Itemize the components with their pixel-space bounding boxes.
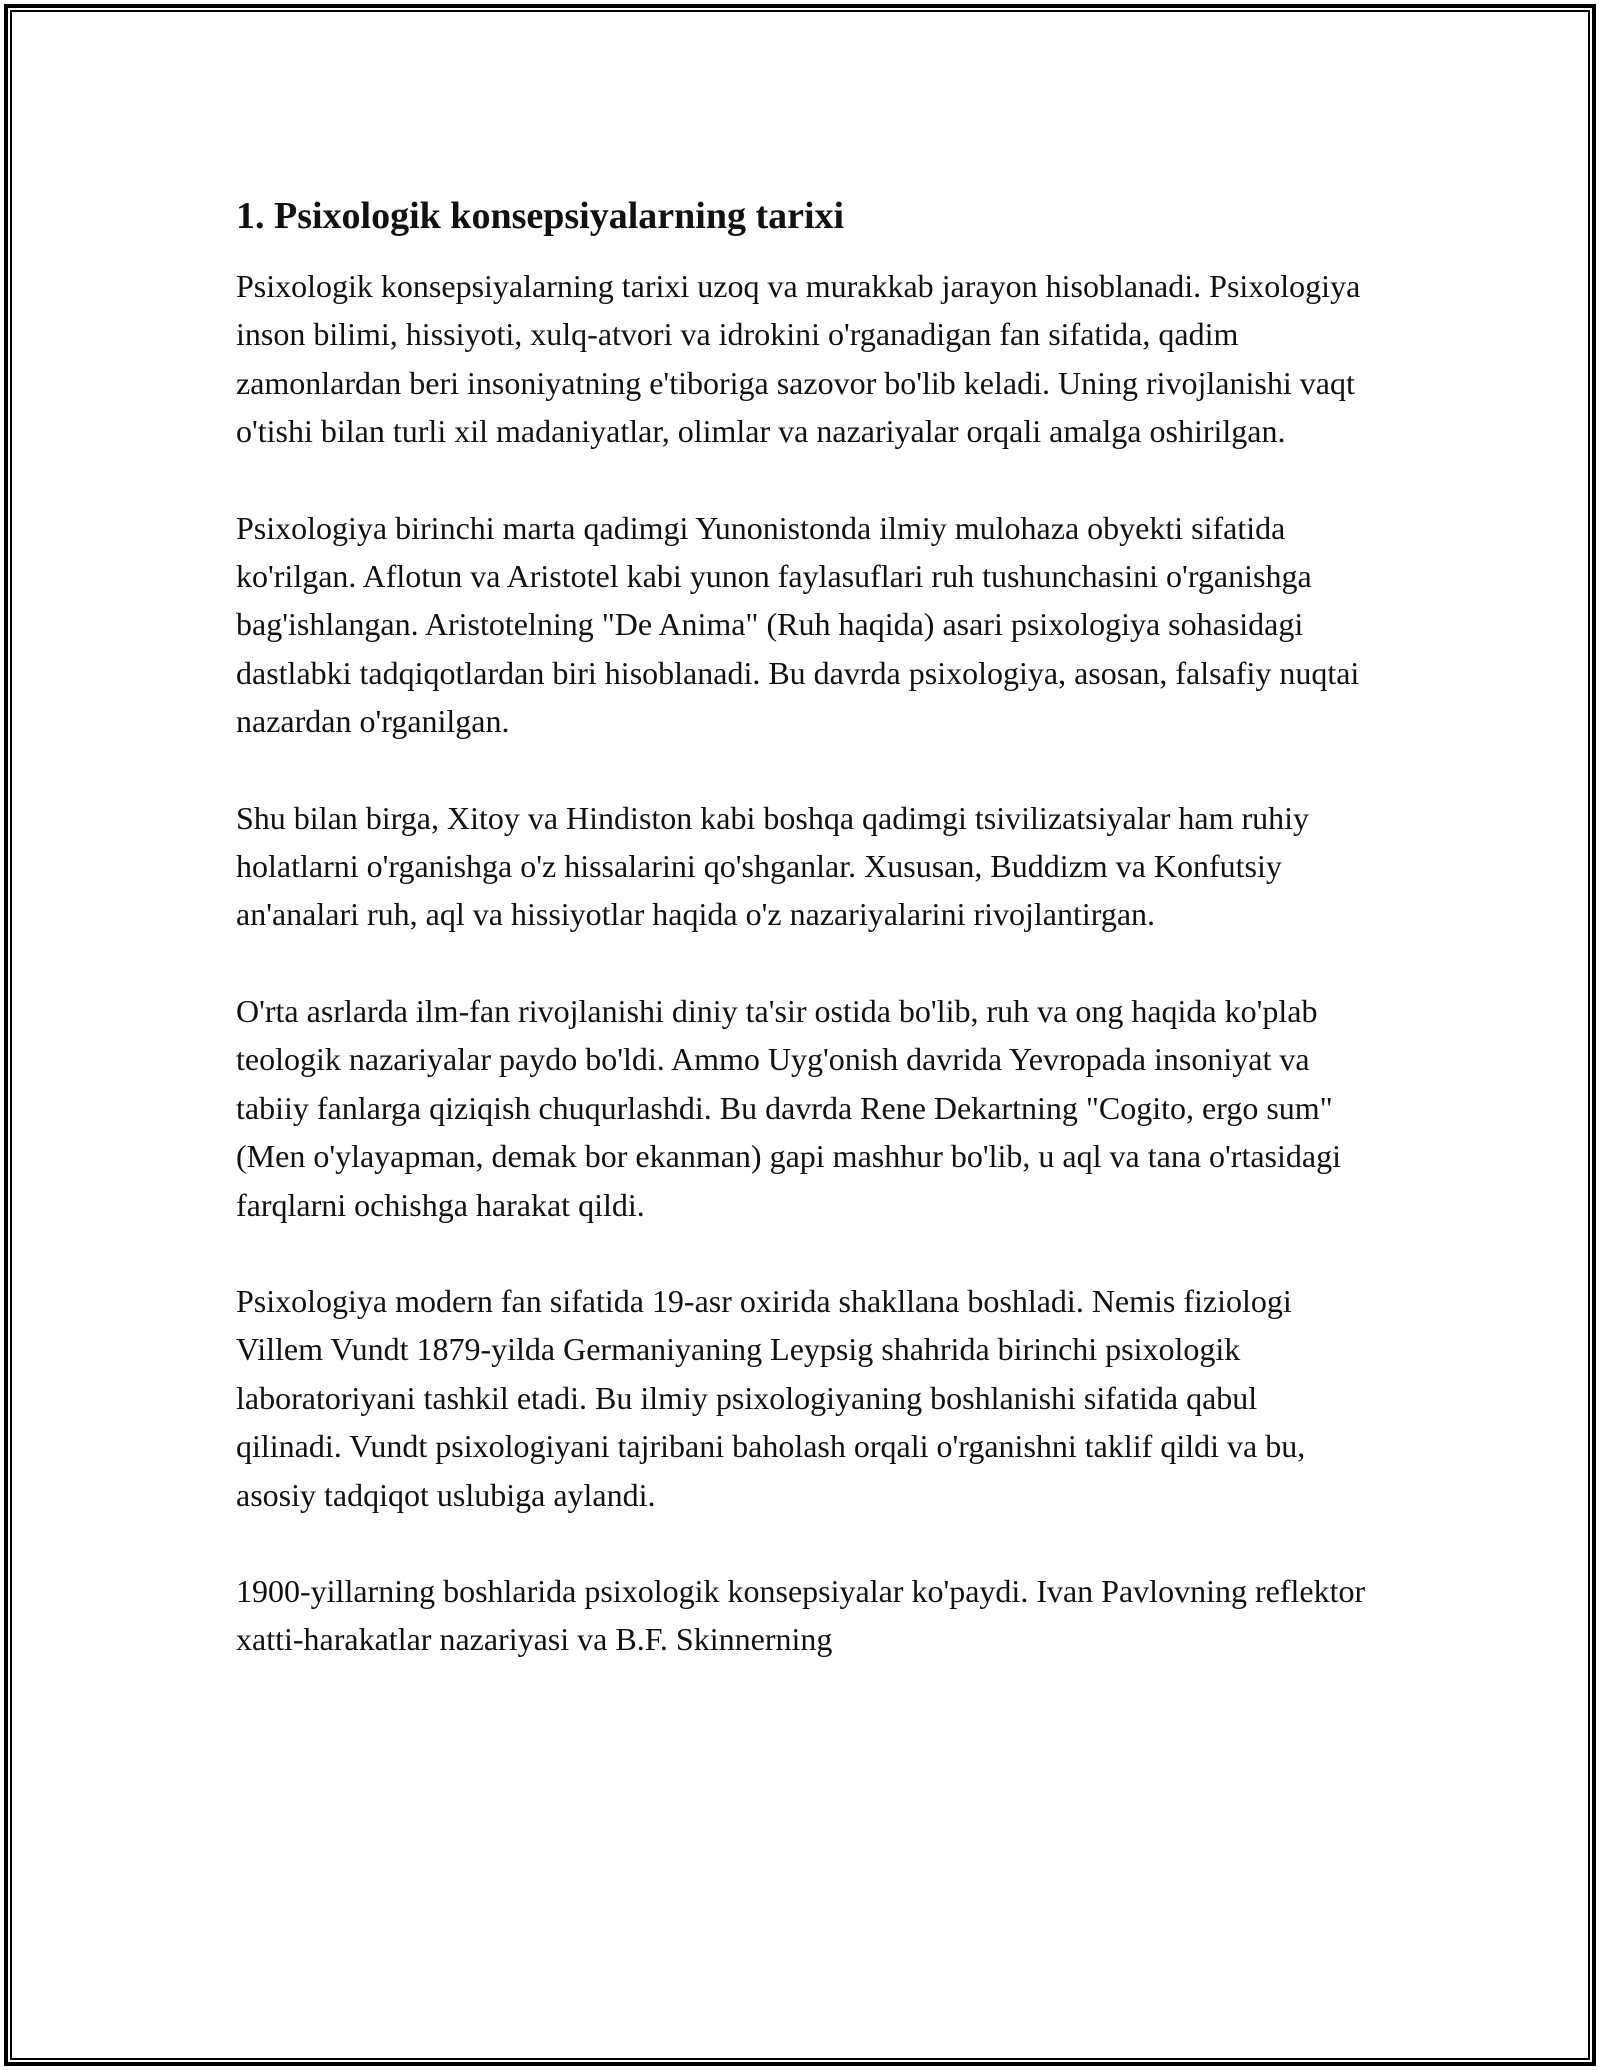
paragraph-5: Psixologiya modern fan sifatida 19-asr oxirida shakllana boshladi. Nemis fiziologi Villem Vundt 1879-yilda Germaniyaning Leypsig shahrida birinchi psixologik laboratoriyani tashkil etadi. Bu ilmiy psixologiyaning boshlanishi sifatida qabul qilinadi. Vundt psixologiyani tajribani baholash orqali o'rganishni taklif qildi va bu, asosiy tadqiqot uslubiga aylandi. [236, 1282, 1306, 1513]
paragraph-6: 1900-yillarning boshlarida psixologik konsepsiyalar ko'paydi. Ivan Pavlovning reflektor xatti-harakatlar nazariyasi va B.F. Skinnerning [236, 1572, 1366, 1658]
paragraph-2: Psixologiya birinchi marta qadimgi Yunonistonda ilmiy mulohaza obyekti sifatida ko'rilgan. Aflotun va Aristotel kabi yunon faylasuflari ruh tushunchasini o'rganishga bag'ishlangan. Aristotelning "De Anima" (Ruh haqida) asari psixologiya sohasidagi dastlabki tadqiqotlardan biri hisoblanadi. Bu davrda psixologiya, asosan, falsafiy nuqtai nazardan o'rganilgan. [236, 509, 1360, 740]
document-body [236, 188, 1366, 1712]
paragraph-3: Shu bilan birga, Xitoy va Hindiston kabi boshqa qadimgi tsivilizatsiyalar ham ruhiy holatlarni o'rganishga o'z hissalarini qo'shganlar. Xususan, Buddizm va Konfutsiy an'analari ruh, aql va hissiyotlar haqida o'z nazariyalarini rivojlantirgan. [236, 799, 1310, 933]
section-heading: 1. Psixologik konsepsiyalarning tarixi [236, 195, 845, 237]
paragraph-1: Psixologik konsepsiyalarning tarixi uzoq va murakkab jarayon hisoblanadi. Psixologiya inson bilimi, hissiyoti, xulq-atvori va idrokini o'rganadigan fan sifatida, qadim zamonlardan beri insoniyatning e'tiboriga sazovor bo'lib keladi. Uning rivojlanishi vaqt o'tishi bilan turli xil madaniyatlar, olimlar va nazariyalar orqali amalga oshirilgan. [236, 268, 1361, 450]
paragraph-4: O'rta asrlarda ilm-fan rivojlanishi diniy ta'sir ostida bo'lib, ruh va ong haqida ko'plab teologik nazariyalar paydo bo'ldi. Ammo Uyg'onish davrida Yevropada insoniyat va tabiiy fanlarga qiziqish chuqurlashdi. Bu davrda Rene Dekartning "Cogito, ergo sum" (Men o'ylayapman, demak bor ekanman) gapi mashhur bo'lib, u aql va tana o'rtasidagi farqlarni ochishga harakat qildi. [236, 992, 1341, 1223]
